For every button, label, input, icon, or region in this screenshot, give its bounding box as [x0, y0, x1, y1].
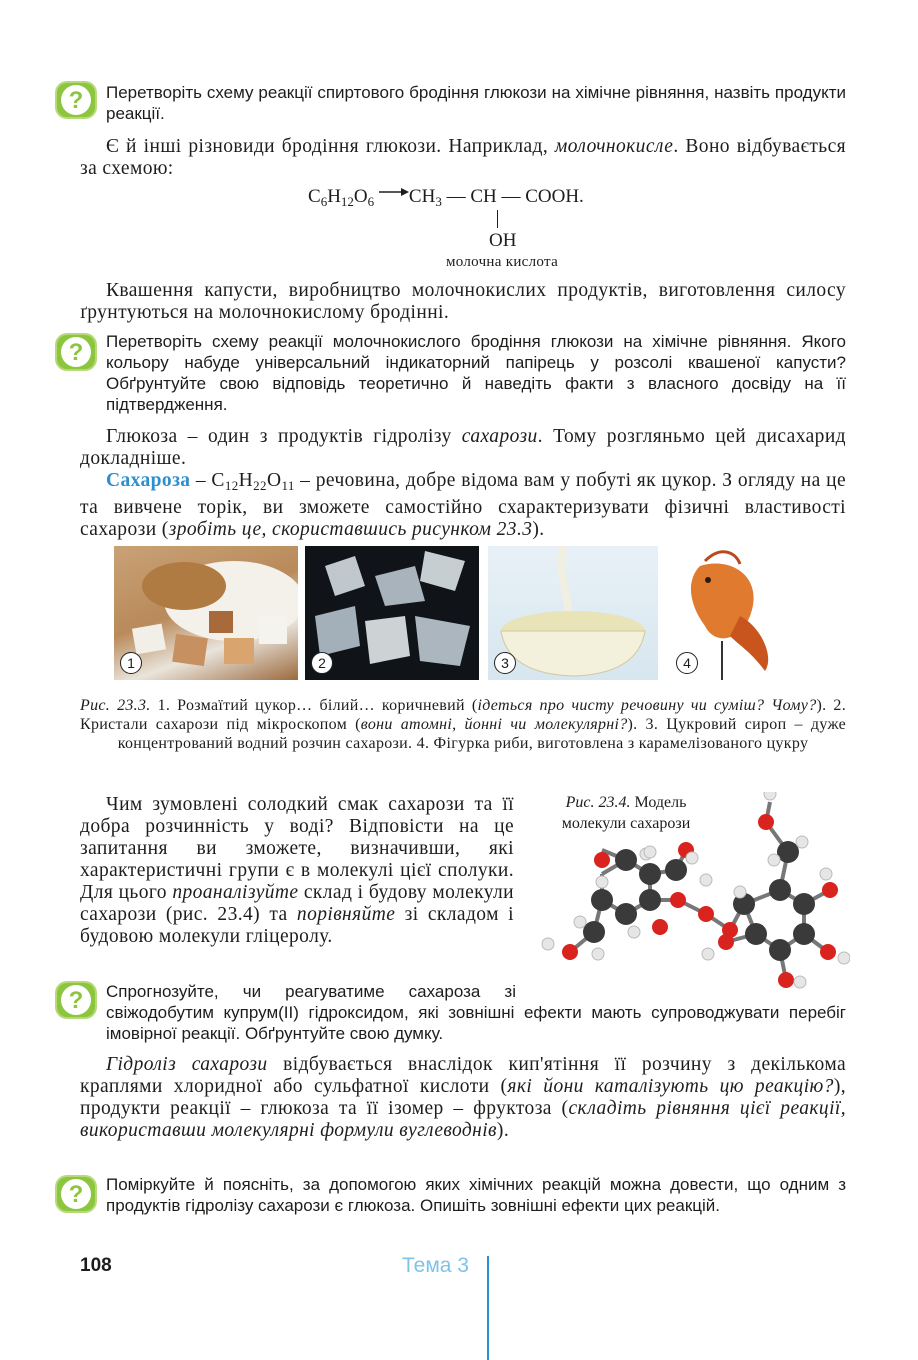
photo-number: 4: [676, 652, 698, 674]
reaction-scheme: $C_6H_{12}O_6$ $CH_3$ — CH — COOH.: [308, 186, 584, 210]
photo-syrup: [488, 546, 658, 680]
question-icon: [54, 332, 98, 372]
arrow-icon: [379, 181, 409, 203]
figure-caption: Рис. 23.4. Модель молекули сахарози: [561, 794, 691, 832]
task-text: Поміркуйте й поясніть, за допомогою яких хімічних реакцій можна довести, що одним з продуктів гідролізу сахарози є глюкоза. Опишіть зовнішні ефекти цих реакцій.: [106, 1175, 846, 1215]
scheme-label: молочна кислота: [446, 254, 559, 270]
bond-line: [497, 210, 498, 228]
sucrose-molecule-model: [530, 792, 850, 1000]
task-text: Перетворіть схему реакції молочнокислого бродіння глюкози на хімічне рівняння. Якого кольору набуде універсальний індикаторний папірець у розсолі квашеної капусти? Обґрунтуйте свою відповідь теоретично й наведіть факти з власного досвіду на її підтвердження.: [106, 332, 846, 414]
paragraph: Чим зумовлені солодкий смак сахарози та її добра розчинність у воді? Відповісти на це запитання ви зможете, визначивши, які характеристичні групи є в молекулі цієї сполуки. Для цього проаналізуйте склад і будову молекули сахарози (рис. 23.4) та порівняйте зі складом і будовою молекули гліцеролу.: [80, 794, 515, 947]
paragraph: Є й інші різновиди бродіння глюкози. Наприклад, молочнокисле. Воно відбувається за схемою:: [80, 136, 847, 179]
paragraph: Гідроліз сахарози відбувається внаслідок кип'ятіння її розчину з декількома краплями хлоридної або сульфатної кислоти (які йони каталізують цю реакцію?), продукти реакції – глюкоза та її ізомер – фруктоза (складіть рівняння цієї реакції, використавши молекулярні формули вуглеводнів).: [80, 1054, 846, 1141]
term-sucrose: Сахароза: [106, 470, 191, 491]
photo-sugar: [114, 546, 298, 680]
oh-group: OH: [489, 230, 517, 251]
photo-number: 1: [120, 652, 142, 674]
question-icon: [54, 1174, 98, 1214]
figure-caption: Рис. 23.3. 1. Розмаїтий цукор… білий… коричневий (ідеться про чисту речовину чи суміш? Чому?). 2. Кристали сахарози під мікроскопом (вони атомні, йонні чи молекулярні?). 3. Цукровий сироп – дуже концентрований водний розчин сахарози. 4. Фігурка риби, виготовлена з карамелізованого цукру: [80, 697, 847, 752]
task-text: Перетворіть схему реакції спиртового бродіння глюкози на хімічне рівняння, назвіть продукти реакції.: [106, 83, 846, 123]
paragraph: Квашення капусти, виробництво молочнокислих продуктів, виготовлення силосу ґрунтуються на молочнокислому бродінні.: [80, 280, 846, 323]
photo-crystals: [305, 546, 479, 680]
question-icon: [54, 980, 98, 1020]
task3-text: Спрогнозуйте, чи реагуватиме сахароза зі свіжодобутим купрум(ІІ) гідроксидом, які зовнішні ефекти мають супроводжувати перебіг імовірної реакції. Обґрунтуйте свою думку.: [106, 982, 846, 1043]
footer-divider: [487, 1256, 489, 1360]
paragraph: Сахароза – $C_{12}H_{22}O_{11}$ – речовина, добре відома вам у побуті як цукор. З огляду на це та вивчене торік, ви зможете самостійно схарактеризувати фізичні властивості сахарози (зробіть це, скориставшись рисунком 23.3).: [80, 470, 846, 540]
question-icon: [54, 80, 98, 120]
paragraph: Глюкоза – один з продуктів гідролізу сахарози. Тому розгляньмо цей дисахарид докладніше.: [80, 426, 846, 469]
page-number: 108: [80, 1255, 112, 1276]
photo-number: 3: [494, 652, 516, 674]
figure-spacer: [516, 981, 846, 1001]
topic-label: Тема 3: [402, 1254, 469, 1277]
photo-number: 2: [311, 652, 333, 674]
photo-fish: [670, 546, 782, 680]
